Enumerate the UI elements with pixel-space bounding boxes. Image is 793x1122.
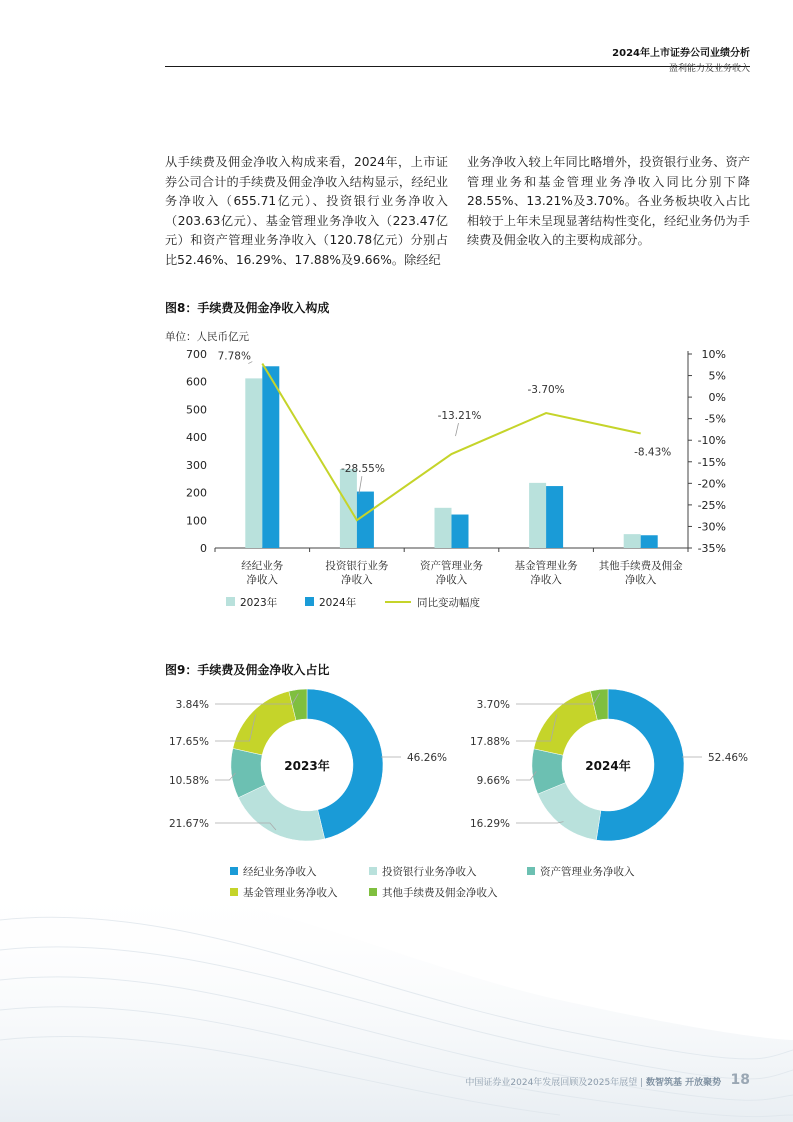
- x-tick-label: 净收入: [435, 574, 468, 586]
- footer-slogan: 数智筑基 开放聚势: [645, 1078, 722, 1088]
- body-paragraph-right: 业务净收入较上年同比略增外，投资银行业务、资产管理业务和基金管理业务净收入同比分别下降28.55%、13.21%及3.70%。各业务板块收入占比相较于上年未呈现显著结构性变化，经纪业务仍为手续费及佣金收入的主要构成部分。: [467, 155, 750, 247]
- y-tick-label: 100: [186, 514, 207, 528]
- legend-label: 2023年: [240, 597, 278, 609]
- bar-2023: [529, 483, 546, 548]
- pie-legend-label: 经纪业务净收入: [243, 866, 317, 878]
- donut-center-label: 2024年: [585, 759, 631, 773]
- x-tick-label: 经纪业务: [241, 560, 284, 572]
- y2-tick-label: -30%: [697, 520, 726, 534]
- bar-2024: [262, 366, 279, 548]
- legend-label: 同比变动幅度: [417, 597, 480, 609]
- footer-text: 中国证券业2024年发展回顾及2025年展望: [465, 1078, 638, 1088]
- donut-label: 3.70%: [476, 699, 510, 711]
- y-tick-label: 500: [186, 403, 207, 417]
- bar-2023: [340, 469, 357, 548]
- y2-tick-label: 5%: [708, 369, 726, 383]
- y2-tick-label: -10%: [697, 434, 726, 448]
- y-tick-label: 400: [186, 431, 207, 445]
- figure8-unit: 单位：人民币亿元: [165, 331, 249, 343]
- y2-tick-label: 10%: [701, 348, 726, 361]
- footer: [465, 1075, 748, 1088]
- bar-2024: [452, 515, 469, 548]
- y-tick-label: 0: [200, 542, 207, 555]
- x-tick-label: 净收入: [246, 574, 279, 586]
- donut-label: 21.67%: [168, 818, 209, 830]
- footer-sep: |: [640, 1078, 646, 1088]
- x-tick-label: 净收入: [341, 574, 373, 586]
- donut-label: 17.65%: [168, 736, 209, 748]
- figure9-chart: [160, 680, 760, 910]
- pie-legend-label: 资产管理业务净收入: [540, 866, 635, 878]
- data-label-leader: [456, 423, 459, 436]
- header-subtitle: 盈利能力及业务收入: [668, 64, 750, 74]
- bar-2024: [357, 492, 374, 548]
- header-title: 2024年上市证券公司业绩分析: [612, 48, 750, 59]
- y-tick-label: 300: [186, 458, 207, 472]
- pie-legend-swatch: [230, 888, 238, 896]
- pie-legend-swatch: [369, 888, 377, 896]
- x-tick-label: 投资银行业务: [325, 560, 389, 572]
- x-tick-label: 净收入: [624, 574, 657, 586]
- data-label-leader: [359, 476, 362, 494]
- donut-label: 52.46%: [708, 752, 749, 764]
- donut-leader: [516, 822, 563, 823]
- x-tick-label: 基金管理业务: [514, 560, 578, 572]
- pie-legend-label: 基金管理业务净收入: [243, 887, 338, 899]
- y2-tick-label: -15%: [697, 455, 726, 469]
- donut-label: 3.84%: [175, 699, 209, 711]
- data-label: -13.21%: [437, 410, 482, 423]
- donut-slice: [538, 783, 601, 841]
- x-tick-label: 资产管理业务: [420, 560, 483, 572]
- y2-tick-label: 0%: [708, 391, 726, 405]
- pie-legend-label: 其他手续费及佣金净收入: [382, 887, 498, 899]
- figure8-chart: [160, 340, 750, 630]
- figure8-title: 图8：手续费及佣金净收入构成: [165, 301, 330, 315]
- data-label: -8.43%: [634, 446, 672, 459]
- donut-label: 9.66%: [476, 775, 510, 787]
- y2-tick-label: -20%: [697, 477, 726, 491]
- data-label: -28.55%: [340, 463, 385, 476]
- pie-legend-label: 投资银行业务净收入: [382, 866, 477, 878]
- pie-legend-swatch: [230, 867, 238, 875]
- donut-label: 46.26%: [407, 752, 448, 764]
- bar-2023: [435, 508, 452, 548]
- bar-2024: [546, 486, 563, 548]
- pie-legend-swatch: [369, 867, 377, 875]
- donut-slice: [233, 691, 296, 755]
- x-tick-label: 其他手续费及佣金: [598, 560, 683, 572]
- data-label: 7.78%: [217, 350, 251, 363]
- bar-2023: [245, 378, 262, 548]
- pie-legend-swatch: [527, 867, 535, 875]
- y-tick-label: 200: [186, 486, 207, 500]
- y2-tick-label: -25%: [697, 498, 726, 512]
- y2-tick-label: -5%: [704, 412, 726, 426]
- donut-slice: [534, 691, 598, 755]
- donut-center-label: 2023年: [284, 759, 330, 773]
- y-tick-label: 600: [186, 375, 207, 389]
- donut-label: 17.88%: [469, 736, 510, 748]
- legend-label: 2024年: [319, 597, 357, 609]
- x-tick-label: 净收入: [530, 574, 562, 586]
- y-tick-label: 700: [186, 348, 207, 361]
- y2-tick-label: -35%: [697, 542, 726, 555]
- donut-label: 16.29%: [469, 818, 510, 830]
- legend-swatch: [226, 597, 235, 606]
- body-paragraph-left: 从手续费及佣金净收入构成来看，2024年，上市证券公司合计的手续费及佣金净收入结构显示，经纪业务净收入（655.71亿元）、投资银行业务净收入（203.63亿元）、基金管理业务净收入（223.47亿元）和资产管理业务净收入（120.78亿元）分别占比52.46%、16.29%、17.88%及9.66%。除经纪: [165, 155, 448, 267]
- legend-swatch: [305, 597, 314, 606]
- bar-2023: [624, 534, 641, 548]
- data-label: -3.70%: [527, 384, 565, 397]
- header-divider: [165, 66, 750, 67]
- figure9-title: 图9：手续费及佣金净收入占比: [165, 663, 330, 677]
- page-number: 18: [730, 1072, 750, 1088]
- yoy-line: [262, 364, 640, 521]
- bar-2024: [641, 535, 658, 548]
- donut-label: 10.58%: [168, 775, 209, 787]
- donut-slice: [238, 785, 324, 841]
